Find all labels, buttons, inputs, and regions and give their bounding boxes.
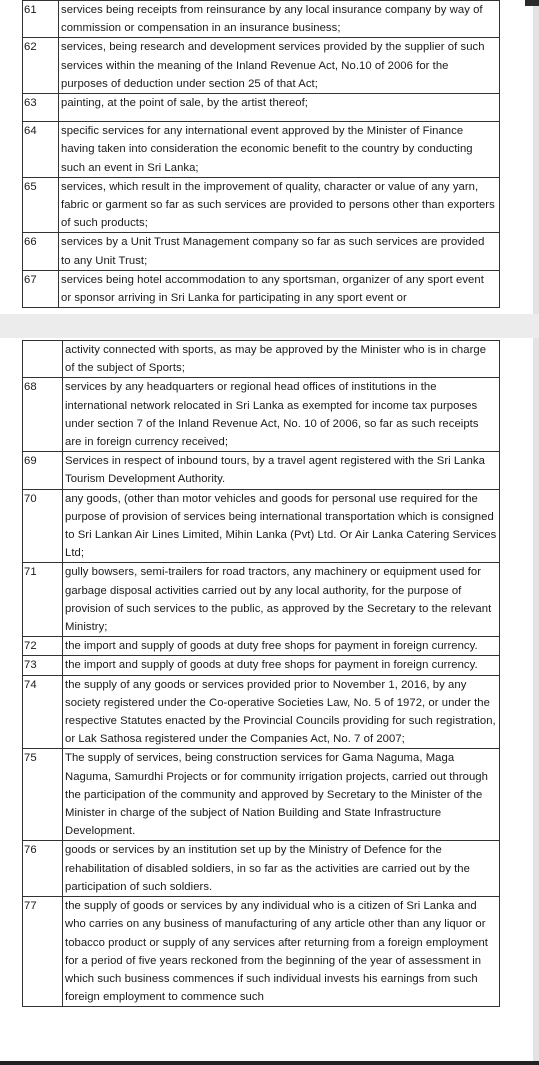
- row-text: services being hotel accommodation to any sportsman, organizer of any sport event or sponsor arriving in Sri Lanka for participating in any sport event or: [59, 270, 500, 307]
- row-number: 63: [23, 94, 59, 122]
- row-number: 75: [23, 749, 63, 841]
- row-text: goods or services by an institution set up by the Ministry of Defence for the rehabilitation of disabled soldiers, in so far as the activities are carried out by the participation of such soldiers.: [63, 841, 500, 897]
- row-text: services being receipts from reinsurance by any local insurance company by way of commission or compensation in an insurance business;: [59, 1, 500, 38]
- table-row: [23, 94, 500, 122]
- row-text: gully bowsers, semi-trailers for road tractors, any machinery or equipment used for garbage disposal activities carried out by any local authority, for the purpose of provision of such services to the public, as approved by the Secretary to the relevant Ministry;: [63, 563, 500, 637]
- row-number: 74: [23, 675, 63, 749]
- table-row: [23, 122, 500, 178]
- row-text: Services in respect of inbound tours, by a travel agent registered with the Sri Lanka Tourism Development Authority.: [63, 452, 500, 489]
- table-row: [23, 637, 500, 656]
- row-text: the supply of goods or services by any individual who is a citizen of Sri Lanka and who carries on any business of manufacturing of any article other than any liquor or tobacco product or supply of any services after returning from a foreign employment for a period of five years reckoned from the beginning of the year of assessment in which such business commences if such individual invests his earnings from such foreign employment to commence such: [63, 897, 500, 1007]
- row-text: services, being research and development services provided by the supplier of such services within the meaning of the Inland Revenue Act, No.10 of 2006 for the purposes of deduction under section 25 of that Act;: [59, 38, 500, 94]
- table-row: [23, 1, 500, 38]
- table-row: [23, 656, 500, 675]
- row-number: 76: [23, 841, 63, 897]
- row-number: 77: [23, 897, 63, 1007]
- row-text: painting, at the point of sale, by the artist thereof;: [59, 94, 500, 122]
- row-number: 73: [23, 656, 63, 675]
- row-number: 61: [23, 1, 59, 38]
- scroll-edge: [533, 0, 539, 1065]
- row-number: 66: [23, 233, 59, 270]
- table-row: [23, 233, 500, 270]
- row-text: any goods, (other than motor vehicles and goods for personal use required for the purpose of provision of services being international transportation which is consigned to Sri Lankan Air Lines Limited, Mihin Lanka (Pvt) Ltd. Or Air Lanka Catering Services Ltd;: [63, 489, 500, 563]
- row-number: 62: [23, 38, 59, 94]
- document-page-2: [22, 340, 500, 1060]
- row-text: the import and supply of goods at duty free shops for payment in foreign currency.: [63, 656, 500, 675]
- row-text: the supply of any goods or services provided prior to November 1, 2016, by any society registered under the Co-operative Societies Law, No. 5 of 1972, or under the respective Statutes enacted by the Provincial Councils providing for such registration, or Lak Sathosa registered under the Companies Act, No. 7 of 2007;: [63, 675, 500, 749]
- table-row: [23, 177, 500, 233]
- row-text: The supply of services, being construction services for Gama Naguma, Maga Naguma, Samurdhi Projects or for community irrigation projects, carried out through the participation of the community and approved by Secretary to the Minister of the Minister in charge of the subject of Nation Building and State Infrastructure Development.: [63, 749, 500, 841]
- row-number: 70: [23, 489, 63, 563]
- table-row: [23, 270, 500, 307]
- row-number: 65: [23, 177, 59, 233]
- document-page-1: [22, 0, 500, 312]
- table-row: [23, 563, 500, 637]
- table-row: [23, 675, 500, 749]
- page-gap: [0, 314, 539, 338]
- row-text: activity connected with sports, as may be approved by the Minister who is in charge of the subject of Sports;: [63, 341, 500, 378]
- table-row: [23, 841, 500, 897]
- table-row: [23, 38, 500, 94]
- exemption-table-page-1: [22, 0, 500, 308]
- row-number: 72: [23, 637, 63, 656]
- row-number: 69: [23, 452, 63, 489]
- table-row: [23, 341, 500, 378]
- exemption-table-page-2: [22, 340, 500, 1007]
- table-row: [23, 749, 500, 841]
- row-text: services by any headquarters or regional head offices of institutions in the international network relocated in Sri Lanka as exempted for income tax purposes under section 7 of the Inland Revenue Act, No. 10 of 2006, so far as such receipts are in foreign currency received;: [63, 378, 500, 452]
- table-row: [23, 489, 500, 563]
- corner-marker: [525, 0, 539, 6]
- table-row: [23, 452, 500, 489]
- row-text: specific services for any international event approved by the Minister of Finance having taken into consideration the economic benefit to the country by conducting such an event in Sri Lanka;: [59, 122, 500, 178]
- row-text: services by a Unit Trust Management company so far as such services are provided to any Unit Trust;: [59, 233, 500, 270]
- table-row: [23, 378, 500, 452]
- row-text: the import and supply of goods at duty free shops for payment in foreign currency.: [63, 637, 500, 656]
- table-row: [23, 897, 500, 1007]
- row-number: 71: [23, 563, 63, 637]
- row-number: 67: [23, 270, 59, 307]
- row-number: 68: [23, 378, 63, 452]
- bottom-edge: [0, 1061, 539, 1065]
- row-number: 64: [23, 122, 59, 178]
- row-text: services, which result in the improvement of quality, character or value of any yarn, fabric or garment so far as such services are provided to persons other than exporters of such products;: [59, 177, 500, 233]
- row-number-empty: [23, 341, 63, 378]
